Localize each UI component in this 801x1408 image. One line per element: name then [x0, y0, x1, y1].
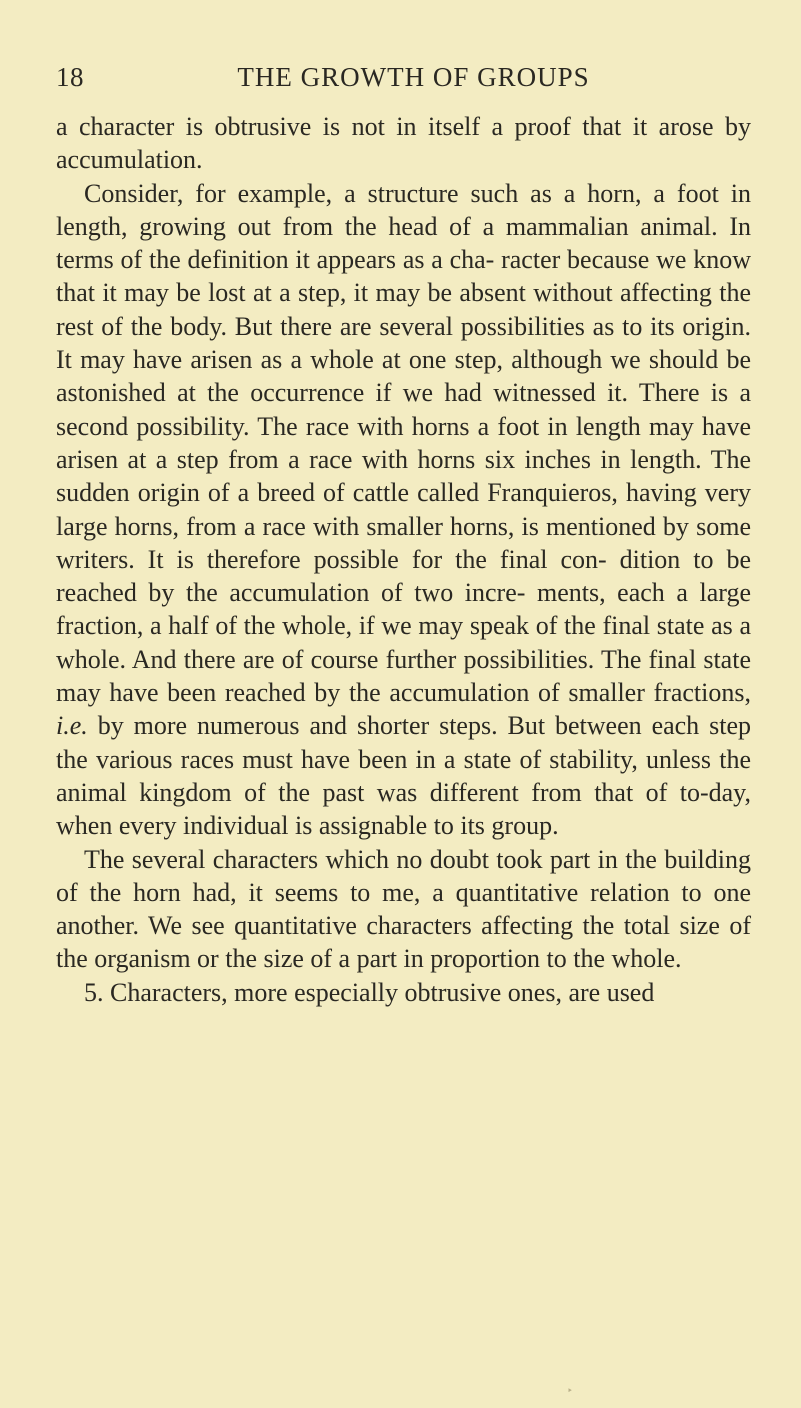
paragraph-continuation	[56, 110, 751, 177]
body-text	[56, 110, 751, 1009]
paragraph-text: The several characters which no doubt took part in the building of the horn had, it seems to me, a quantitative relation to one another. We see quantitative characters affecting the total size of the organism or the size of a part in proportion to the whole.	[56, 844, 751, 974]
running-head: THE GROWTH OF GROUPS	[237, 62, 590, 92]
paper-speck-mark: ‣	[567, 1386, 573, 1397]
paragraph-numbered-5	[56, 976, 751, 1009]
paragraph-text: a character is obtrusive is not in itself a proof that it arose by accumulation.	[56, 112, 751, 175]
paragraph-text: Consider, for example, a structure such as a horn, a foot in length, growing out from the head of a mammalian animal. In terms of the definition it appears as a cha- racter because we know that it may be lost at a step, it may be absent without affecting the rest of the body. But there are several possibilities as to its origin. It may have arisen as a whole at one step, although we should be astonished at the occurrence if we had witnessed it. There is a second possibility. The race with horns a foot in length may have arisen at a step from a race with horns six inches in length. The sudden origin of a breed of cattle called Franquieros, having very large horns, from a race with smaller horns, is mentioned by some writers. It is therefore possible for the final con- dition to be reached by the accumulation of two incre- ments, each a large fraction, a half of the whole, if we may speak of the final state as a whole. And there are of course further possibilities. The final state may have been reached by the accumulation of smaller fractions,	[56, 178, 751, 708]
paragraph-horn-example	[56, 177, 751, 843]
italic-abbreviation: i.e.	[56, 711, 88, 741]
page-header	[56, 62, 751, 102]
page-number: 18	[56, 62, 84, 92]
paragraph-text: 5. Characters, more especially obtrusive ones, are used	[84, 977, 655, 1007]
paragraph-text-after: by more numerous and shorter steps. But between each step the various races must have been in a state of stability, unless the animal kingdom of the past was different from that of to-day, when every individual is assignable to its group.	[56, 711, 752, 841]
paragraph-quantitative	[56, 843, 751, 976]
